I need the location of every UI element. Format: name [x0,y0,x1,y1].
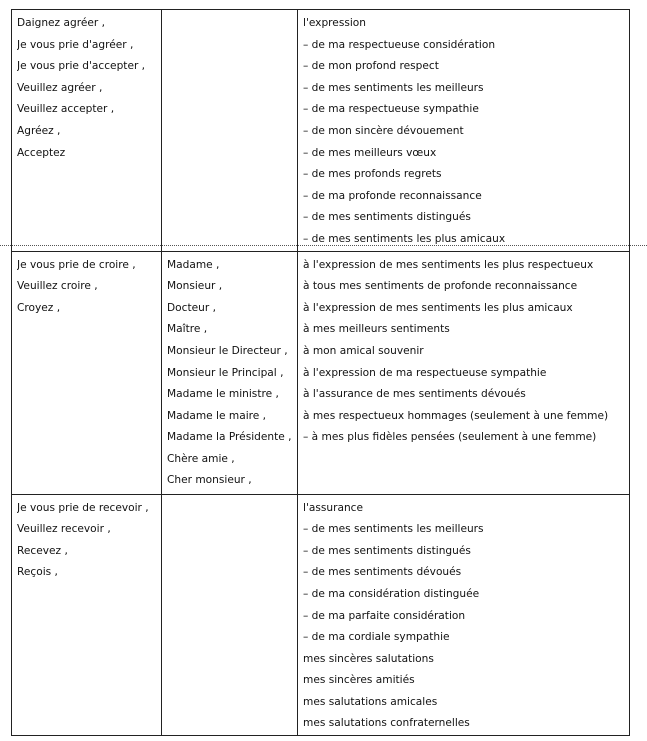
list-item: à mon amical souvenir [303,344,424,357]
list-item: Chère amie , [167,452,235,465]
list-item: – de ma parfaite considération [303,609,466,622]
list-item: mes sincères salutations [303,652,434,665]
list-item: l'expression [303,17,366,29]
opening-verbs-cell [12,494,162,736]
list-item: – de ma profonde reconnaissance [303,189,482,202]
list-item: Madame , [167,258,220,271]
list-item: Cher monsieur , [167,474,252,487]
expression-cell [298,251,630,494]
list-item: à l'assurance de mes sentiments dévoués [303,388,526,401]
list-item: Je vous prie d'agréer , [17,38,134,51]
list-item: Je vous prie d'accepter , [17,60,146,73]
list-item: Je vous prie de croire , [17,258,136,271]
list-item: Veuillez agréer , [17,81,103,94]
list-item: – de mes sentiments les meilleurs [303,81,484,94]
list-item: – de ma respectueuse considération [303,38,496,51]
list-item: Je vous prie de recevoir , [17,501,149,514]
list-item: – de mes meilleurs vœux [303,146,437,159]
list-item: Monsieur le Directeur , [167,344,288,357]
list-item: – de mes profonds regrets [303,168,442,181]
list-item: Recevez , [17,544,68,557]
salutation-cell [162,251,298,494]
opening-verbs-cell [12,10,162,252]
list-item: mes sincères amitiés [303,674,415,687]
list-item: Veuillez accepter , [17,103,115,116]
list-item: Croyez , [17,301,61,314]
list-item: à mes respectueux hommages (seulement à une femme) [303,409,609,422]
list-item: Docteur , [167,301,216,314]
table-row [12,10,630,252]
list-item: – de mon profond respect [303,60,439,73]
salutation-cell [162,494,298,736]
list-item: à l'expression de mes sentiments les plus respectueux [303,258,594,271]
list-item: Madame le maire , [167,409,267,422]
list-item: à l'expression de mes sentiments les plus amicaux [303,301,573,314]
list-item: – de ma considération distinguée [303,587,480,600]
list-item: – de mes sentiments distingués [303,544,471,557]
opening-verbs-cell [12,251,162,494]
list-item: – de ma cordiale sympathie [303,631,450,644]
list-item: Madame le ministre , [167,388,279,401]
list-item: mes salutations confraternelles [303,717,470,730]
expression-cell [298,494,630,736]
list-item: – de mes sentiments distingués [303,211,471,224]
list-item: Veuillez recevoir , [17,523,111,536]
table-row [12,494,630,736]
list-item: mes salutations amicales [303,695,438,708]
list-item: – de mes sentiments les plus amicaux [303,232,506,245]
salutation-cell [162,10,298,252]
expression-cell [298,10,630,252]
list-item: Maître , [167,323,208,336]
list-item: Reçois , [17,566,58,579]
list-item: à tous mes sentiments de profonde reconnaissance [303,280,578,293]
list-item: Acceptez [17,146,66,159]
list-item: – de mes sentiments dévoués [303,566,462,579]
list-item: – de ma respectueuse sympathie [303,103,479,116]
list-item: Monsieur le Principal , [167,366,284,379]
list-item: – de mes sentiments les meilleurs [303,523,484,536]
list-item: Monsieur , [167,280,223,293]
list-item: à l'expression de ma respectueuse sympathie [303,366,547,379]
closing-formulas-table [11,9,630,736]
list-item: – de mon sincère dévouement [303,124,464,137]
list-item: l'assurance [303,501,364,514]
table-row [12,251,630,494]
list-item: Agréez , [17,124,61,137]
list-item: Veuillez croire , [17,280,98,293]
list-item: – à mes plus fidèles pensées (seulement à une femme) [303,431,597,444]
list-item: Daignez agréer , [17,17,105,29]
list-item: Madame la Présidente , [167,431,292,444]
list-item: à mes meilleurs sentiments [303,323,450,336]
